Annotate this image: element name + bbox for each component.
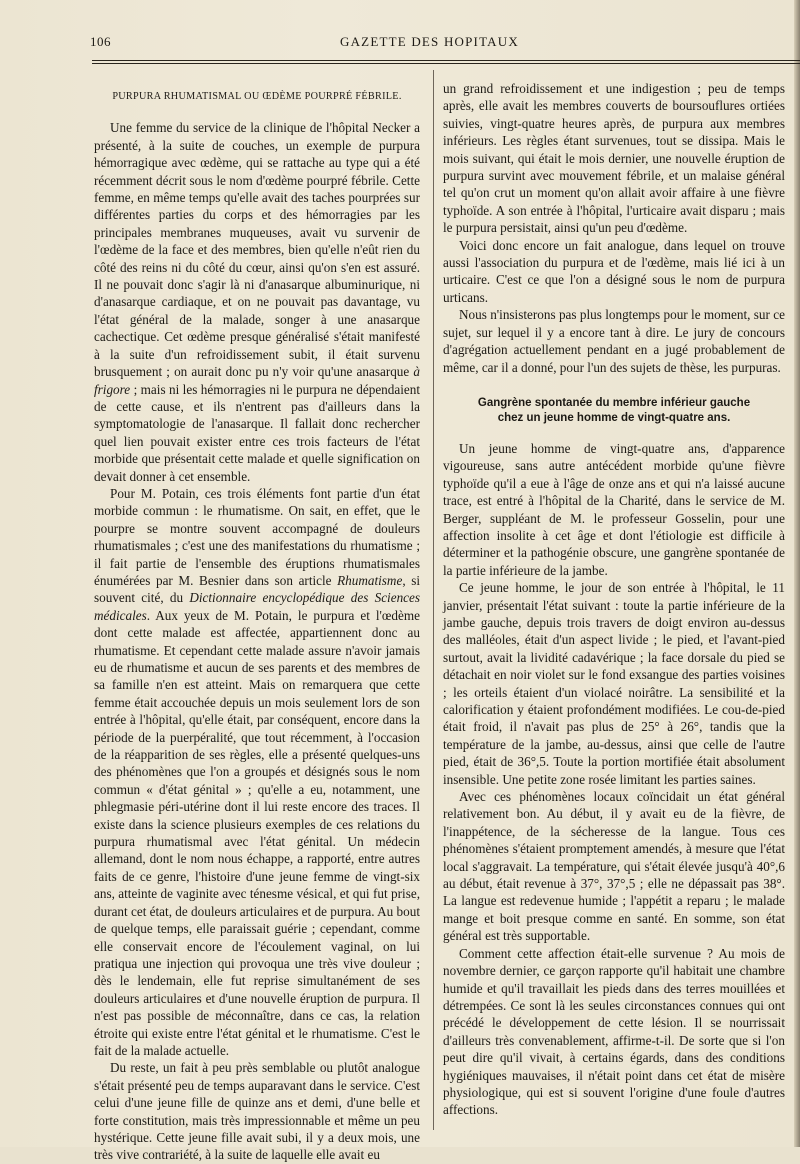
section-title-line-2: chez un jeune homme de vingt-quatre ans. bbox=[497, 411, 731, 424]
journal-title: GAZETTE DES HOPITAUX bbox=[340, 34, 519, 49]
paragraph: Une femme du service de la clinique de l'hôpital Necker a présenté, à la suite de couches, un exemple de purpura hémorragique avec œdème, qui se rattache au type qui a été récemment décrit sous le nom d'œdème pourpré fébrile. Cette femme, en même temps qu'elle avait des taches pourprées sur différentes parties du corps et des hémorragies par les principales membranes muqueuses, avait vu survenir de l'œdème de la face et des membres, bien qu'elle n'eût rien du côté des reins ni du côté du cœur, ainsi qu'on s'en est assuré. Il ne pouvait donc s'agir là ni d'anasarque albuminurique, ni d'anasarque cardiaque, et on ne pouvait pas davantage, vu l'état général de la malade, songer à une anasarque cachectique. Cet œdème presque généralisé s'était manifesté à la suite d'un refroidissement subit, il était survenu brusquement ; on aurait donc pu n'y voir qu'une anasarque à frigore ; mais ni les hémorragies ni le purpura ne dépendaient de cette cause, et ils n'entrent pas d'ailleurs dans la symptomatologie de l'anasarque. Il fallait donc rechercher quel lien pouvait exister entre ces trois facteurs de l'état morbide que présentait cette malade et quelle signification on devait donner à cet ensemble. bbox=[94, 120, 420, 484]
paragraph: Nous n'insisterons pas plus longtemps pour le moment, sur ce sujet, sur lequel il y a encore tant à dire. Le jury de concours d'agrégation actuellement pendant en a jugé probablement de même, car il a donné, pour l'un des sujets de thèse, les purpuras. bbox=[443, 307, 785, 375]
right-column bbox=[443, 80, 785, 1119]
page-edge bbox=[794, 0, 800, 1147]
section-title-line-1: Gangrène spontanée du membre inférieur gauche bbox=[477, 396, 751, 409]
spacer bbox=[443, 426, 785, 440]
header-rule-thin bbox=[92, 63, 800, 64]
paragraph: un grand refroidissement et une indigestion ; peu de temps après, elle avait les membres couverts de boursouflures ortiées suivies, vingt-quatre heures après, de purpura aux membres inférieurs. Les règles étant survenues, tout se dissipa. Mais le mois suivant, qui était le mois dernier, une nouvelle éruption de purpura survint avec mouvement fébrile, et un malaise général tel qu'on crut un moment qu'on allait avoir affaire à une fièvre typhoïde. A son entrée à l'hôpital, l'urticaire avait disparu ; mais le purpura persistait, ainsi qu'un peu d'œdème. bbox=[443, 81, 785, 236]
spacer bbox=[443, 376, 785, 396]
page-number: 106 bbox=[90, 34, 111, 49]
paragraph: Du reste, un fait à peu près semblable ou plutôt analogue s'était présenté peu de temps auparavant dans le service. C'est celui d'une jeune fille de quinze ans et demi, d'une belle et forte constitution, mais très impressionnable et même un peu hystérique. Cette jeune fille avait subi, il y a deux mois, une très vive contrariété, à la suite de laquelle elle avait eu bbox=[94, 1060, 420, 1163]
paragraph: Un jeune homme de vingt-quatre ans, d'apparence vigoureuse, sans autre antécédent morbide qu'une fièvre typhoïde qu'il a eue à l'âge de onze ans et qui n'a laissé aucune trace, est entré à l'hôpital de la Charité, dans le service de M. Berger, suppléant de M. le professeur Gosselin, pour une affection insolite à cet âge et dont l'étiologie est difficile à déterminer et la pathogénie obscure, une gangrène spontanée de la partie inférieure de la jambe. bbox=[443, 440, 785, 578]
left-column bbox=[94, 80, 420, 1164]
section-title: PURPURA RHUMATISMAL OU ŒDÈME POURPRÉ FÉBRILE. bbox=[112, 91, 402, 102]
column-divider bbox=[433, 70, 434, 1130]
header-rule bbox=[92, 60, 800, 61]
paragraph: Voici donc encore un fait analogue, dans lequel on trouve aussi l'association du purpura et de l'œdème, mais lié ici à un urticaire. C'est ce que l'on a désigné sous le nom de purpura urticans. bbox=[443, 237, 785, 305]
running-header bbox=[90, 34, 710, 54]
paragraph: Pour M. Potain, ces trois éléments font partie d'un état morbide commun : le rhumatisme. On sait, en effet, que le pourpre se montre souvent accompagné de douleurs rhumatismales ; c'est une des manifestations du rhumatisme ; il fait partie de l'ensemble des éruptions rhumatismales énumérées par M. Besnier dans son article Rhumatisme, si souvent cité, du Dictionnaire encyclopédique des Sciences médicales. Aux yeux de M. Potain, le purpura et l'œdème dont cette malade est affectée, appartiennent donc au rhumatisme. Et cependant cette malade assure n'avoir jamais eu de rhumatisme et aucun de ses parents et des membres de sa famille n'en est atteint. Mais on remarquera que cette femme était accouchée depuis un mois seulement lors de son entrée à l'hôpital, qu'elle était, par conséquent, encore dans la période de la puerpéralité, que tout récemment, à l'occasion de la réapparition de ses règles, elle a présenté quelques-uns des phénomènes que l'on a groupés et désignés sous le nom commun « d'état génital » ; qu'elle a eu, notamment, une phlegmasie péri-utérine dont il lui reste encore des traces. Il existe dans la science plusieurs exemples de ces relations du purpura rhumatismal avec l'état génital. Un médecin allemand, dont le nom nous échappe, a rapporté, entre autres faits de ce genre, l'histoire d'une jeune femme de vingt-six ans, atteinte de vaginite avec ténesme vésical, et qui fut prise, durant cet état, de douleurs articulaires et de purpura. Au bout de quelque temps, elle paraissait guérie ; cependant, comme elle conservait encore de l'écoulement vaginal, on lui pratiqua une injection qui provoqua une très vive douleur ; dès le lendemain, elle fut reprise simultanément de ses douleurs articulaires et d'une nouvelle éruption de purpura. Il n'est pas possible de méconnaître, dans ce cas, la relation étroite qui existe entre l'état génital et le rhumatisme. C'est le fait de la malade actuelle. bbox=[94, 485, 420, 1058]
paragraph: Comment cette affection était-elle survenue ? Au mois de novembre dernier, ce garçon rapporte qu'il habitait une chambre humide et qu'il travaillait les pieds dans des terres mouillées et détrempées. Ce sont là les seules circonstances connues qui ont précédé le développement de cette lésion. Il se nourrissait d'ailleurs très convenablement, affirme-t-il. De sorte que si l'on peut dire qu'il vivait, à certains égards, dans des conditions hygiéniques mauvaises, il n'était point dans cet état de misère physiologique, qui est si souvent l'origine d'une foule d'autres affections. bbox=[443, 945, 785, 1118]
paragraph: Ce jeune homme, le jour de son entrée à l'hôpital, le 11 janvier, présentait l'état suivant : toute la partie inférieure de la jambe gauche, depuis trois travers de doigt environ au-dessus des malléoles, était d'un aspect livide ; le pied, et l'avant-pied surtout, avait la lividité cadavérique ; la face dorsale du pied se détachait en noir violet sur le fond exsangue des parties voisines ; les orteils étaient d'un violacé noirâtre. La sensibilité et la calorification y étaient profondément modifiées. Le cou-de-pied était froid, il n'avait pas plus de 25° à 26°, tandis que la température de la jambe, au-dessus, ainsi que celle de l'autre pied, était de 36°,5. Toute la portion mortifiée était absolument insensible. Une petite zone rosée limitant les parties saines. bbox=[443, 580, 785, 787]
paragraph: Avec ces phénomènes locaux coïncidait un état général relativement bon. Au début, il y avait eu de la fièvre, de l'inappétence, de la sécheresse de la langue. Tous ces phénomènes s'étaient promptement amendés, à mesure que l'état local s'aggravait. La température, qui s'était élevée jusqu'à 40°,6 au début, était revenue à 37°, 37°,5 ; elle ne dépassait pas 38°. La langue est redevenue humide ; l'appétit a reparu ; le malade mange et boit presque comme en santé. En somme, son état général est très supportable. bbox=[443, 789, 785, 944]
